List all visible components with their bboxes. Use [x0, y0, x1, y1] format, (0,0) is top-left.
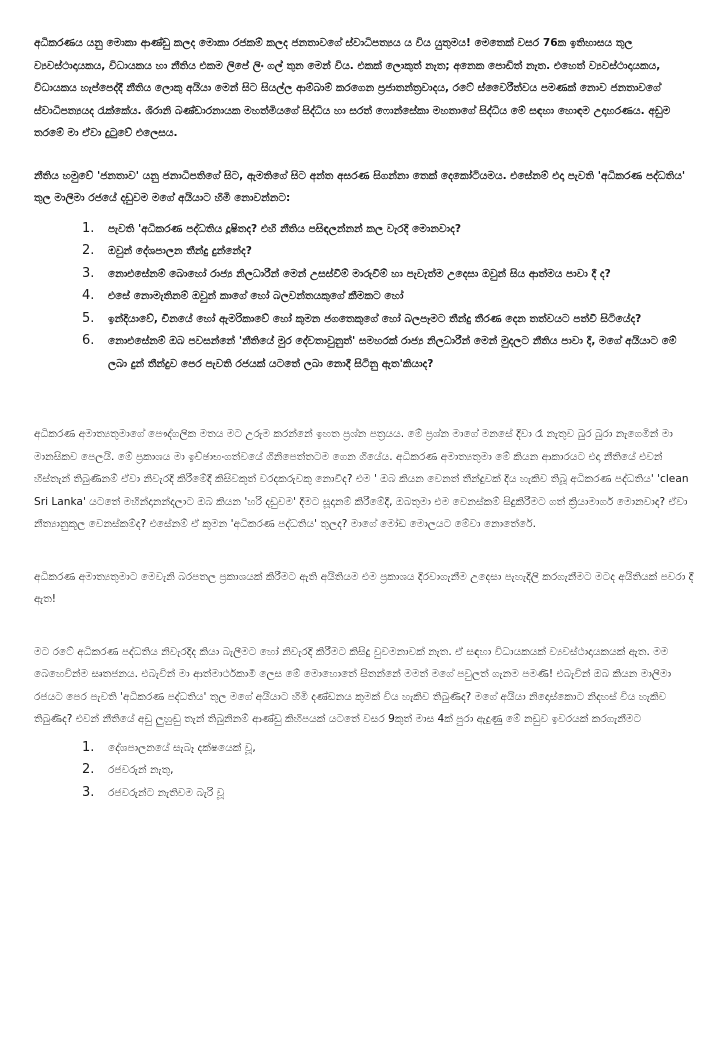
list-number: 2. — [82, 762, 95, 777]
list-item — [34, 285, 695, 308]
list-item — [34, 759, 695, 782]
list-text: රජවරුන්ට නැතිවම බැරි වූ — [108, 786, 225, 799]
list-item — [34, 218, 695, 241]
list-item — [34, 263, 695, 286]
final-list — [34, 737, 695, 805]
list-number: 2. — [82, 243, 95, 258]
question-list — [34, 218, 695, 376]
paragraph-right: අධිකරණ අමාත්‍යතුමාට මෙවැනි බරපතල ප්‍රකාශයක් කිරීමට ඇති අයිතියම එම ප්‍රකාශය දිරවාගැනීම උදෙසා පැහැදිලි කරගැනීමට මටද අයිතියක් පවරා දී ඇත! — [34, 570, 694, 605]
paragraph-law: නීතිය හමුවේ 'ජනතාව' යනු ජනාධිපතිගේ සිට, ඇමතිගේ සිට අන්ත අසරණ සිගන්නා තෙක් දෙකෝටියමය. එසේනම් එදා පැවති 'අධිකරණ පද්ධතිය' තුල මාලිමා රජයේ දඩුවම මගේ අයියාට හිමි නොවන්නට: — [34, 169, 686, 204]
list-text: දේශපාලනයේ සැබෑ දක්ෂයෙක් වූ, — [108, 741, 256, 754]
list-item — [34, 737, 695, 760]
list-text: පැවති 'අධිකරණ පද්ධතිය දූෂිතද? එහි නීතිය පසිඳලන්නන් කල වැරදි මොනවාද? — [108, 222, 461, 235]
list-text: නොඑසේනම් ඔබ පවසන්නේ 'නීතියේ මුර දේවතාවුනුත්' සමහරක් රාජ්‍ය නිලධාරීන් මෙන් මුදලට නීතිය පාවා දී, මගේ අයියාට මේ ලබා දුන් තීන්දුව පෙර පැවති රජයක් යටතේ ලබා නොදී සිටිනු ඇත'කියාද? — [108, 335, 677, 370]
list-text: ඔවුන් දේශපාලන තීන්දු දුන්නේද? — [108, 245, 252, 257]
list-number: 5. — [82, 310, 95, 326]
list-text: නොඑසේනම් බොහෝ රාජ්‍ය නිලධාරීන් මෙන් උසස්වීම් මාරුවීම් හා පැවැත්ම උදෙසා ඔවුන් සිය ආත්මය පාවා දී ද? — [108, 267, 611, 280]
list-number: 3. — [82, 784, 95, 800]
paragraph-minister-opinion: අධිකරණ අමාත්‍යතුමාගේ පෞද්ගලික මතය මට උරුම කරන්නේ ඉහත ප්‍රශ්න පත්‍රයය. මේ ප්‍රශ්න මාගේ මනසේ දිවා රෑ නැතුව බුර බුරා නැගෙමින් මා මානසිකව පෙලයි. මේ ප්‍රකාශය මා ඉච්ඡාභංගත්වයේ ගිනිපෙත්තටම ගෙන ගියේය. අධිකරණ අමාත්‍යතුමා මේ කියන ආකාරයට එදා නීතියේ එවන් හිස්තැන් තිබුණිනම් ඒවා නිවැරදි කිරීමේදී කිසිවකුත් වරදකරුවකු නොවීද? එම ' ඔබ කියන වෙනත් තීන්දුවක් දිය හැකිව තිබූ අධිකරණ පද්ධතිය' 'clean Sri Lanka' යටතේ මහින්දානන්දලාට ඔබ කියන 'හරි දඩුවම' දීමට සූදානම් කිරීමේදී, ඔබතුමා එම වෙනස්කම් සිදුකිරීමට ගත් ක්‍රියාමාර්ග මොනවාද? ඒවා නීත්‍යානුකූල වෙනස්කම්ද? එසේනම් ඒ කුමන 'අධිකරණ පද්ධතිය' තුලද? මාගේ මෝඩ මොලයට මේවා නොතේරේ. — [34, 428, 689, 530]
list-number: 6. — [82, 333, 95, 348]
list-number: 3. — [82, 265, 95, 281]
paragraph-conclusion: මට රටේ අධිකරණ පද්ධතිය නිවැරදිද කියා බැලීමට හෝ නිවැරදි කිරීමට කිසිදු වුවමනාවක් නැත. ඒ සඳහා විධායකයක් ව්‍යවස්ථාදායකයක් ඇත. මම බෙහෙවින්ම සෘතජනය. එබැවින් මා ආත්මාර්ථකාමී ලෙස මේ මොහොතේ සිතන්නේ මමත් මගේ පවුලත් ගැනම පමණි! එබැවින් ඔබ කියන මාලිමා රජයට පෙර පැවති 'අධිකරණ පද්ධතිය' තුල මගේ අයියාට හිමි දණ්ඩනය කුමක් විය හැකිව තිබුණිද? මගේ අයියා නිදොස්කොට නිදහස් විය හැකිව තිබුණිද? එවන් නීතියේ අඩු ලුහුඬු තැන් තිබුනිනම් ආණ්ඩු කිහිපයක් යටතේ වසර 9කුත් මාස 4ක් පුරා ඇදුණු මේ නඩුව ඉවරයක් කරගැනීමට — [34, 645, 672, 725]
list-text: රජවරුන් නැතු, — [108, 764, 174, 776]
paragraph-intro: අධිකරණය යනු මොකා ආණ්ඩු කලද මොකා රජකම් කලද ජනතාවගේ ස්වාධිපත්‍යය ය විය යුතුමය! මෙතෙක් වසර 76ක ඉතිහාසය තුල ව්‍යවස්ථාදායකය, විධායකය හා නීතිය එකම ලිපේ ලිං ගල් තුන මෙන් විය. එකක් ලොකුත් නැත; අනෙක පොඩිත් නැත. එහෙත් ව්‍යවස්ථාදායකය, විධායකය හැප්පෙද්දී නීතිය ලොකු අයියා මෙන් සිට සියල්ල ආම්බාම් කරගෙන ප්‍රජාතන්ත්‍රවාදය, රටේ ස්වෛරීත්වය පමණක් නොව ජනතාවගේ ස්වාධිපත්‍යයද රැක්කේය. ශිරානි බණ්ඩාරනායක මහත්මියගේ සිද්ධිය හා සරත් ෆොන්සේකා මහතාගේ සිද්ධිය මේ සඳහා හොඳම උදාහරණය. අඩුම තරමේ මා ඒවා දුටුවේ එලෙසය. — [34, 37, 671, 139]
list-item — [34, 330, 695, 375]
list-number: 4. — [82, 288, 95, 303]
list-text: ඉන්දියාවේ, චීනයේ හෝ ඇමරිකාවේ හෝ කුමන ජගතෙකුගේ හෝ බලපෑමට තීන්දු තීරණ දෙන තත්වයට පත්වී සිටියේද? — [108, 312, 642, 325]
list-item — [34, 240, 695, 263]
list-number: 1. — [82, 739, 95, 755]
list-item — [34, 308, 695, 331]
list-text: එසේ නොමැතිනම් ඔවුන් කාගේ හෝ බලවන්තයකුගේ කීමකට හෝ — [108, 290, 404, 302]
list-number: 1. — [82, 220, 95, 236]
list-item — [34, 782, 695, 805]
